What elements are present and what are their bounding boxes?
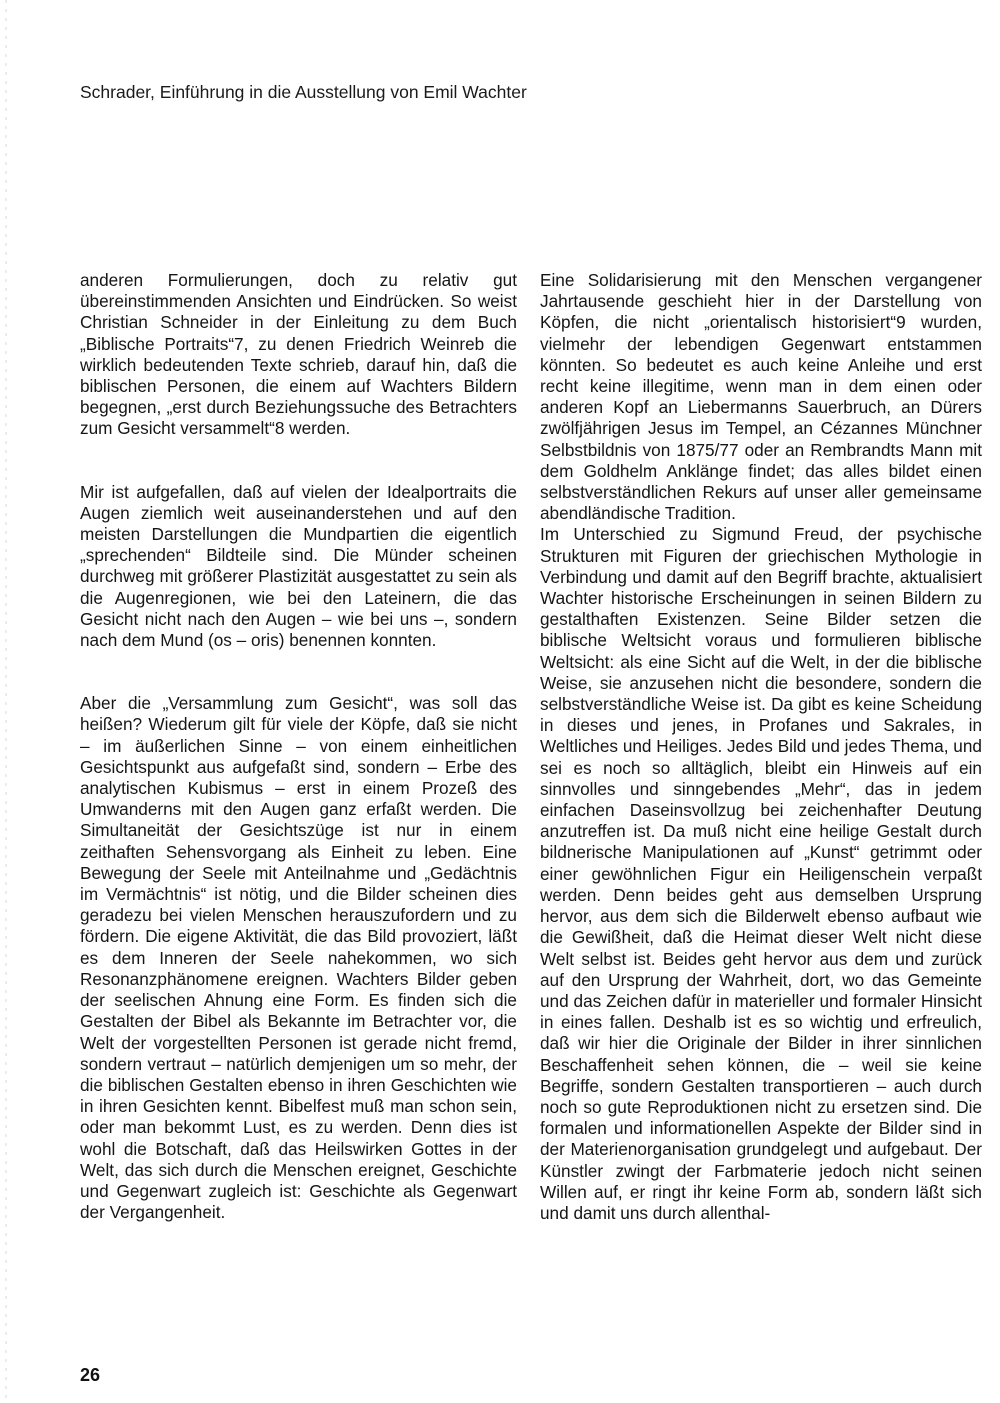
right-paragraph-2: Im Unterschied zu Sigmund Freud, der psychische Strukturen mit Figuren der griechischen Mythologie in Verbindung und damit auf den Begriff brachte, aktualisiert Wachter historische Erscheinungen in seinen Bildern zu gestalthaften Existenzen. Seine Bilder setzen die biblische Weltsicht voraus und formulieren biblische Weltsicht: als eine Sicht auf die Welt, in der die biblische Weise, sie anzusehen nicht die besondere, sondern die selbstverständliche Weise ist. Da gibt es keine Scheidung in dieses und jenes, in Profanes und Sakrales, in Weltliches und Heiliges. Jedes Bild und jedes Thema, und sei es noch so alltäglich, bleibt ein Hinweis auf ein sinnvolles und sinngebendes „Mehr“, das in jedem einfachen Daseinsvollzug bei zeichenhafter Deutung anzutreffen ist. Da muß nicht eine heilige Gestalt durch bildnerische Manipulationen auf „Kunst“ getrimmt oder einer gewöhnlichen Figur ein Heiligenschein verpaßt werden. Denn beides geht aus demselben Ursprung hervor, aus dem sich die Bilderwelt ebenso aufbaut wie die Gewißheit, daß die Heimat dieser Welt nicht diese Welt selbst ist. Beides geht hervor aus dem und zurück auf den Ursprung der Wahrheit, dort, wo das Gemeinte und das Zeichen dafür in materieller und formaler Hinsicht in eines fallen. Deshalb ist es so wichtig und erfreulich, daß wir hier die Originale der Bilder in ihrer sinnlichen Beschaffenheit sehen können, die – weil sie keine Begriffe, sondern Gestalten transportieren – auch durch noch so gute Reproduktionen nicht zu ersetzen sind. Die formalen und informationellen Aspekte der Bilder sind in der Materienorganisation grundgelegt und aufgebaut. Der Künstler zwingt der Farbmaterie jedoch nicht seinen Willen auf, er ringt ihr keine Form ab, sondern läßt sich und damit uns durch allenthal-: [540, 524, 982, 1223]
left-paragraph-1: anderen Formulierungen, doch zu relativ gut übereinstimmenden Ansichten und Eindrücken. So weist Christian Schneider in der Einleitung zu dem Buch „Biblische Portraits“7, zu denen Friedrich Weinreb die wirklich bedeutenden Texte schrieb, darauf hin, daß die biblischen Personen, die einem auf Wachters Bildern begegnen, „erst durch Beziehungssuche des Betrachters zum Gesicht versammelt“8 werden.: [80, 270, 517, 439]
scan-edge-artifact: [5, 0, 7, 1403]
running-head: Schrader, Einführung in die Ausstellung von Emil Wachter: [80, 82, 527, 102]
left-paragraph-2: Mir ist aufgefallen, daß auf vielen der Idealportraits die Augen ziemlich weit auseinanderstehen und auf den meisten Darstellungen die Mundpartien die eigentlich „sprechenden“ Bildteile sind. Die Münder scheinen durchweg mit größerer Plastizität ausgestattet zu sein als die Augenregionen, wie bei den Lateinern, die das Gesicht nicht nach den Augen – wie bei uns –, sondern nach dem Mund (os – oris) benennen konnten.: [80, 481, 517, 651]
left-text-column: [80, 270, 517, 1223]
right-paragraph-1: Eine Solidarisierung mit den Menschen vergangener Jahrtausende geschieht hier in der Darstellung von Köpfen, die nicht „orientalisch historisiert“9 wurden, vielmehr der lebendigen Gegenwart entstammen könnten. So bedeutet es auch keine Anleihe und erst recht keine illegitime, wenn man in dem einen oder anderen Kopf an Liebermanns Sauerbruch, an Dürers zwölfjährigen Jesus im Tempel, an Cézannes Münchner Selbstbildnis von 1875/77 oder an Rembrandts Mann mit dem Goldhelm Anklänge findet; das alles bildet einen selbstverständlichen Rekurs auf unser aller gemeinsame abendländische Tradition.: [540, 270, 982, 524]
right-text-column: [540, 270, 982, 1224]
left-paragraph-3: Aber die „Versammlung zum Gesicht“, was soll das heißen? Wiederum gilt für viele der Köpfe, daß sie nicht – im äußerlichen Sinne – von einem einheitlichen Gesichtspunkt aus aufgefaßt sind, sondern – Erbe des analytischen Kubismus – erst in einem Prozeß des Umwanderns mit den Augen ganz erfaßt werden. Die Simultaneität der Gesichtszüge ist nur in einem zeithaften Sehensvorgang als Einheit zu leben. Eine Bewegung der Seele mit Anteilnahme und „Gedächtnis im Vermächtnis“ ist nötig, und die Bilder scheinen dies geradezu bei vielen Menschen herauszufordern und zu fördern. Die eigene Aktivität, die das Bild provoziert, läßt es dem Inneren der Seele nahekommen, wo sich Resonanzphänomene ereignen. Wachters Bilder geben der seelischen Ahnung eine Form. Es finden sich die Gestalten der Bibel als Bekannte im Betrachter vor, die Welt der vorgestellten Personen ist gerade nicht fremd, sondern vertraut – natürlich demjenigen um so mehr, der die biblischen Gestalten ebenso in ihren Geschichten wie in ihren Gesichten kennt. Bibelfest muß man schon sein, oder man bekommt Lust, es zu werden. Denn dies ist wohl die Botschaft, daß das Heilswirken Gottes in der Welt, das sich durch die Menschen ereignet, Geschichte und Gegenwart zugleich ist: Geschichte als Gegenwart der Vergangenheit.: [80, 693, 517, 1223]
page-number: 26: [80, 1365, 101, 1385]
